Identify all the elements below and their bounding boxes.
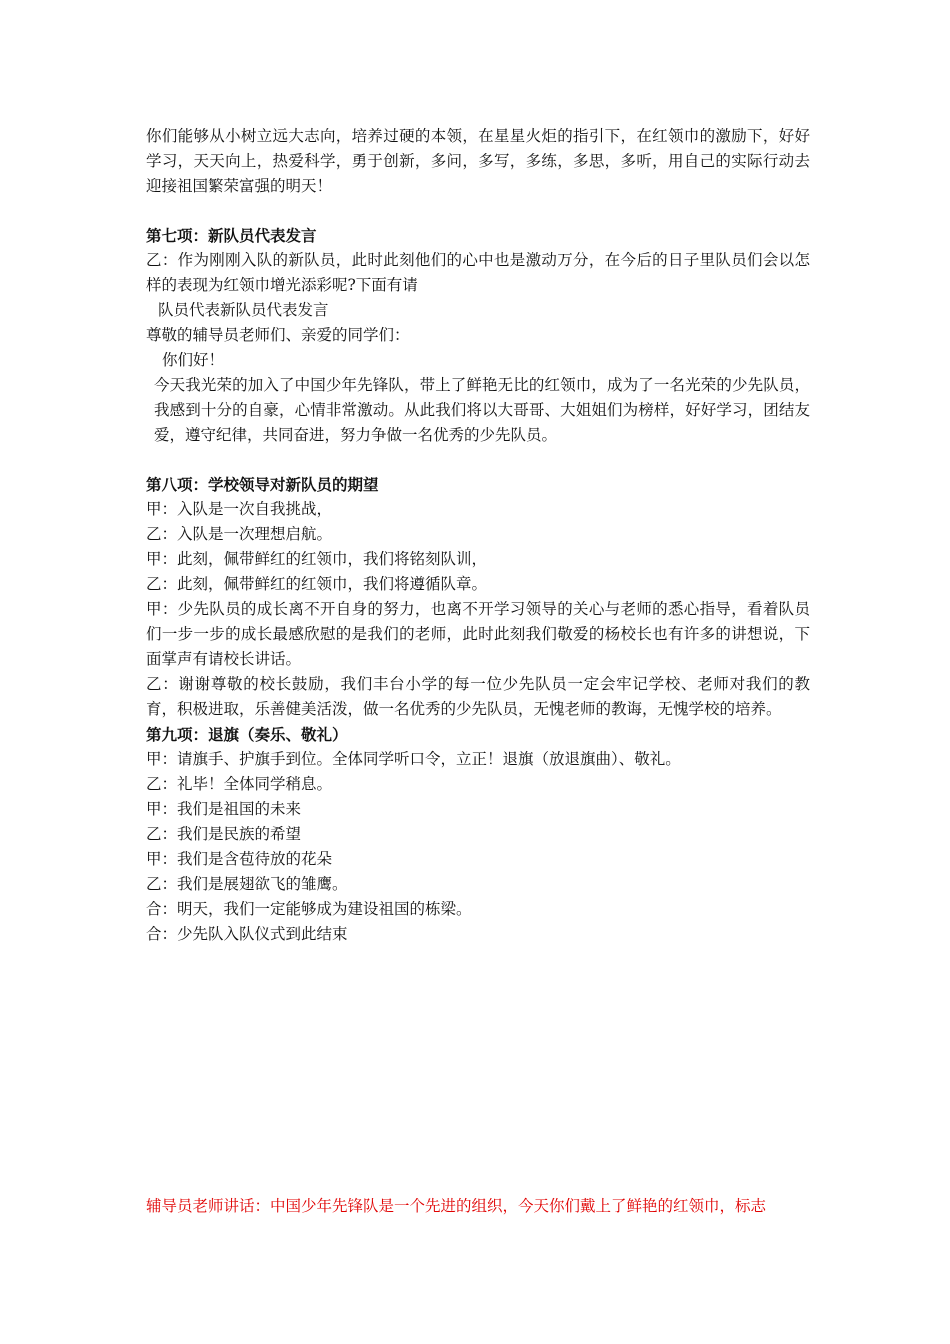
section9-line: 甲：我们是含苞待放的花朵	[146, 850, 333, 868]
section9-heading: 第九项：退旗（奏乐、敬礼）	[146, 725, 348, 744]
teacher-speech-line: 辅导员老师讲话：中国少年先锋队是一个先进的组织，今天你们戴上了鲜艳的红领巾，标志	[146, 1197, 767, 1215]
section9-line: 乙：我们是民族的希望	[146, 825, 302, 843]
section8-heading: 第八项：学校领导对新队员的期望	[146, 475, 379, 494]
document-body	[146, 124, 810, 947]
section9-line: 合：少先队入队仪式到此结束	[146, 925, 348, 943]
section9-line: 甲：我们是祖国的未来	[146, 800, 302, 818]
section7-line: 今天我光荣的加入了中国少年先锋队，带上了鲜艳无比的红领巾，成为了一名光荣的少先队员，我感到十分的自豪，心情非常激动。从此我们将以大哥哥、大姐姐们为榜样，好好学习，团结友爱，遵守纪律，共同奋进，努力争做一名优秀的少先队员。	[154, 376, 810, 444]
section7-line: 尊敬的辅导员老师们、亲爱的同学们：	[146, 326, 410, 344]
intro-paragraph: 你们能够从小树立远大志向，培养过硬的本领，在星星火炬的指引下，在红领巾的激励下，好好学习，天天向上，热爱科学，勇于创新，多问，多写，多练，多思，多听，用自己的实际行动去迎接祖国繁荣富强的明天！	[146, 127, 810, 195]
section8-line: 乙：此刻，佩带鲜红的红领巾，我们将遵循队章。	[146, 575, 488, 593]
section7-heading: 第七项：新队员代表发言	[146, 226, 317, 245]
section9-line: 乙：我们是展翅欲飞的雏鹰。	[146, 875, 348, 893]
section9-line: 乙：礼毕！全体同学稍息。	[146, 775, 333, 793]
section8-line: 甲：入队是一次自我挑战，	[146, 500, 333, 518]
section9-line: 合：明天，我们一定能够成为建设祖国的栋梁。	[146, 900, 472, 918]
section8-line: 甲：少先队员的成长离不开自身的努力，也离不开学习领导的关心与老师的悉心指导，看着队员们一步一步的成长最感欣慰的是我们的老师，此时此刻我们敬爱的杨校长也有许多的讲想说，下面掌声有请校长讲话。	[146, 600, 810, 668]
section8-line: 甲：此刻，佩带鲜红的红领巾，我们将铭刻队训，	[146, 550, 488, 568]
section8-line: 乙：谢谢尊敬的校长鼓励，我们丰台小学的每一位少先队员一定会牢记学校、老师对我们的教育，积极进取，乐善健美活泼，做一名优秀的少先队员，无愧老师的教诲，无愧学校的培养。	[146, 675, 810, 718]
section7-line: 你们好！	[162, 351, 225, 369]
section7-line: 乙：作为刚刚入队的新队员，此时此刻他们的心中也是激动万分，在今后的日子里队员们会以怎样的表现为红领巾增光添彩呢?下面有请	[146, 251, 810, 294]
spacer	[146, 448, 810, 472]
section7-line: 队员代表新队员代表发言	[158, 301, 329, 319]
section9-line: 甲：请旗手、护旗手到位。全体同学听口令，立正！退旗（放退旗曲）、敬礼。	[146, 750, 681, 768]
spacer	[146, 199, 810, 223]
section8-line: 乙：入队是一次理想启航。	[146, 525, 333, 543]
